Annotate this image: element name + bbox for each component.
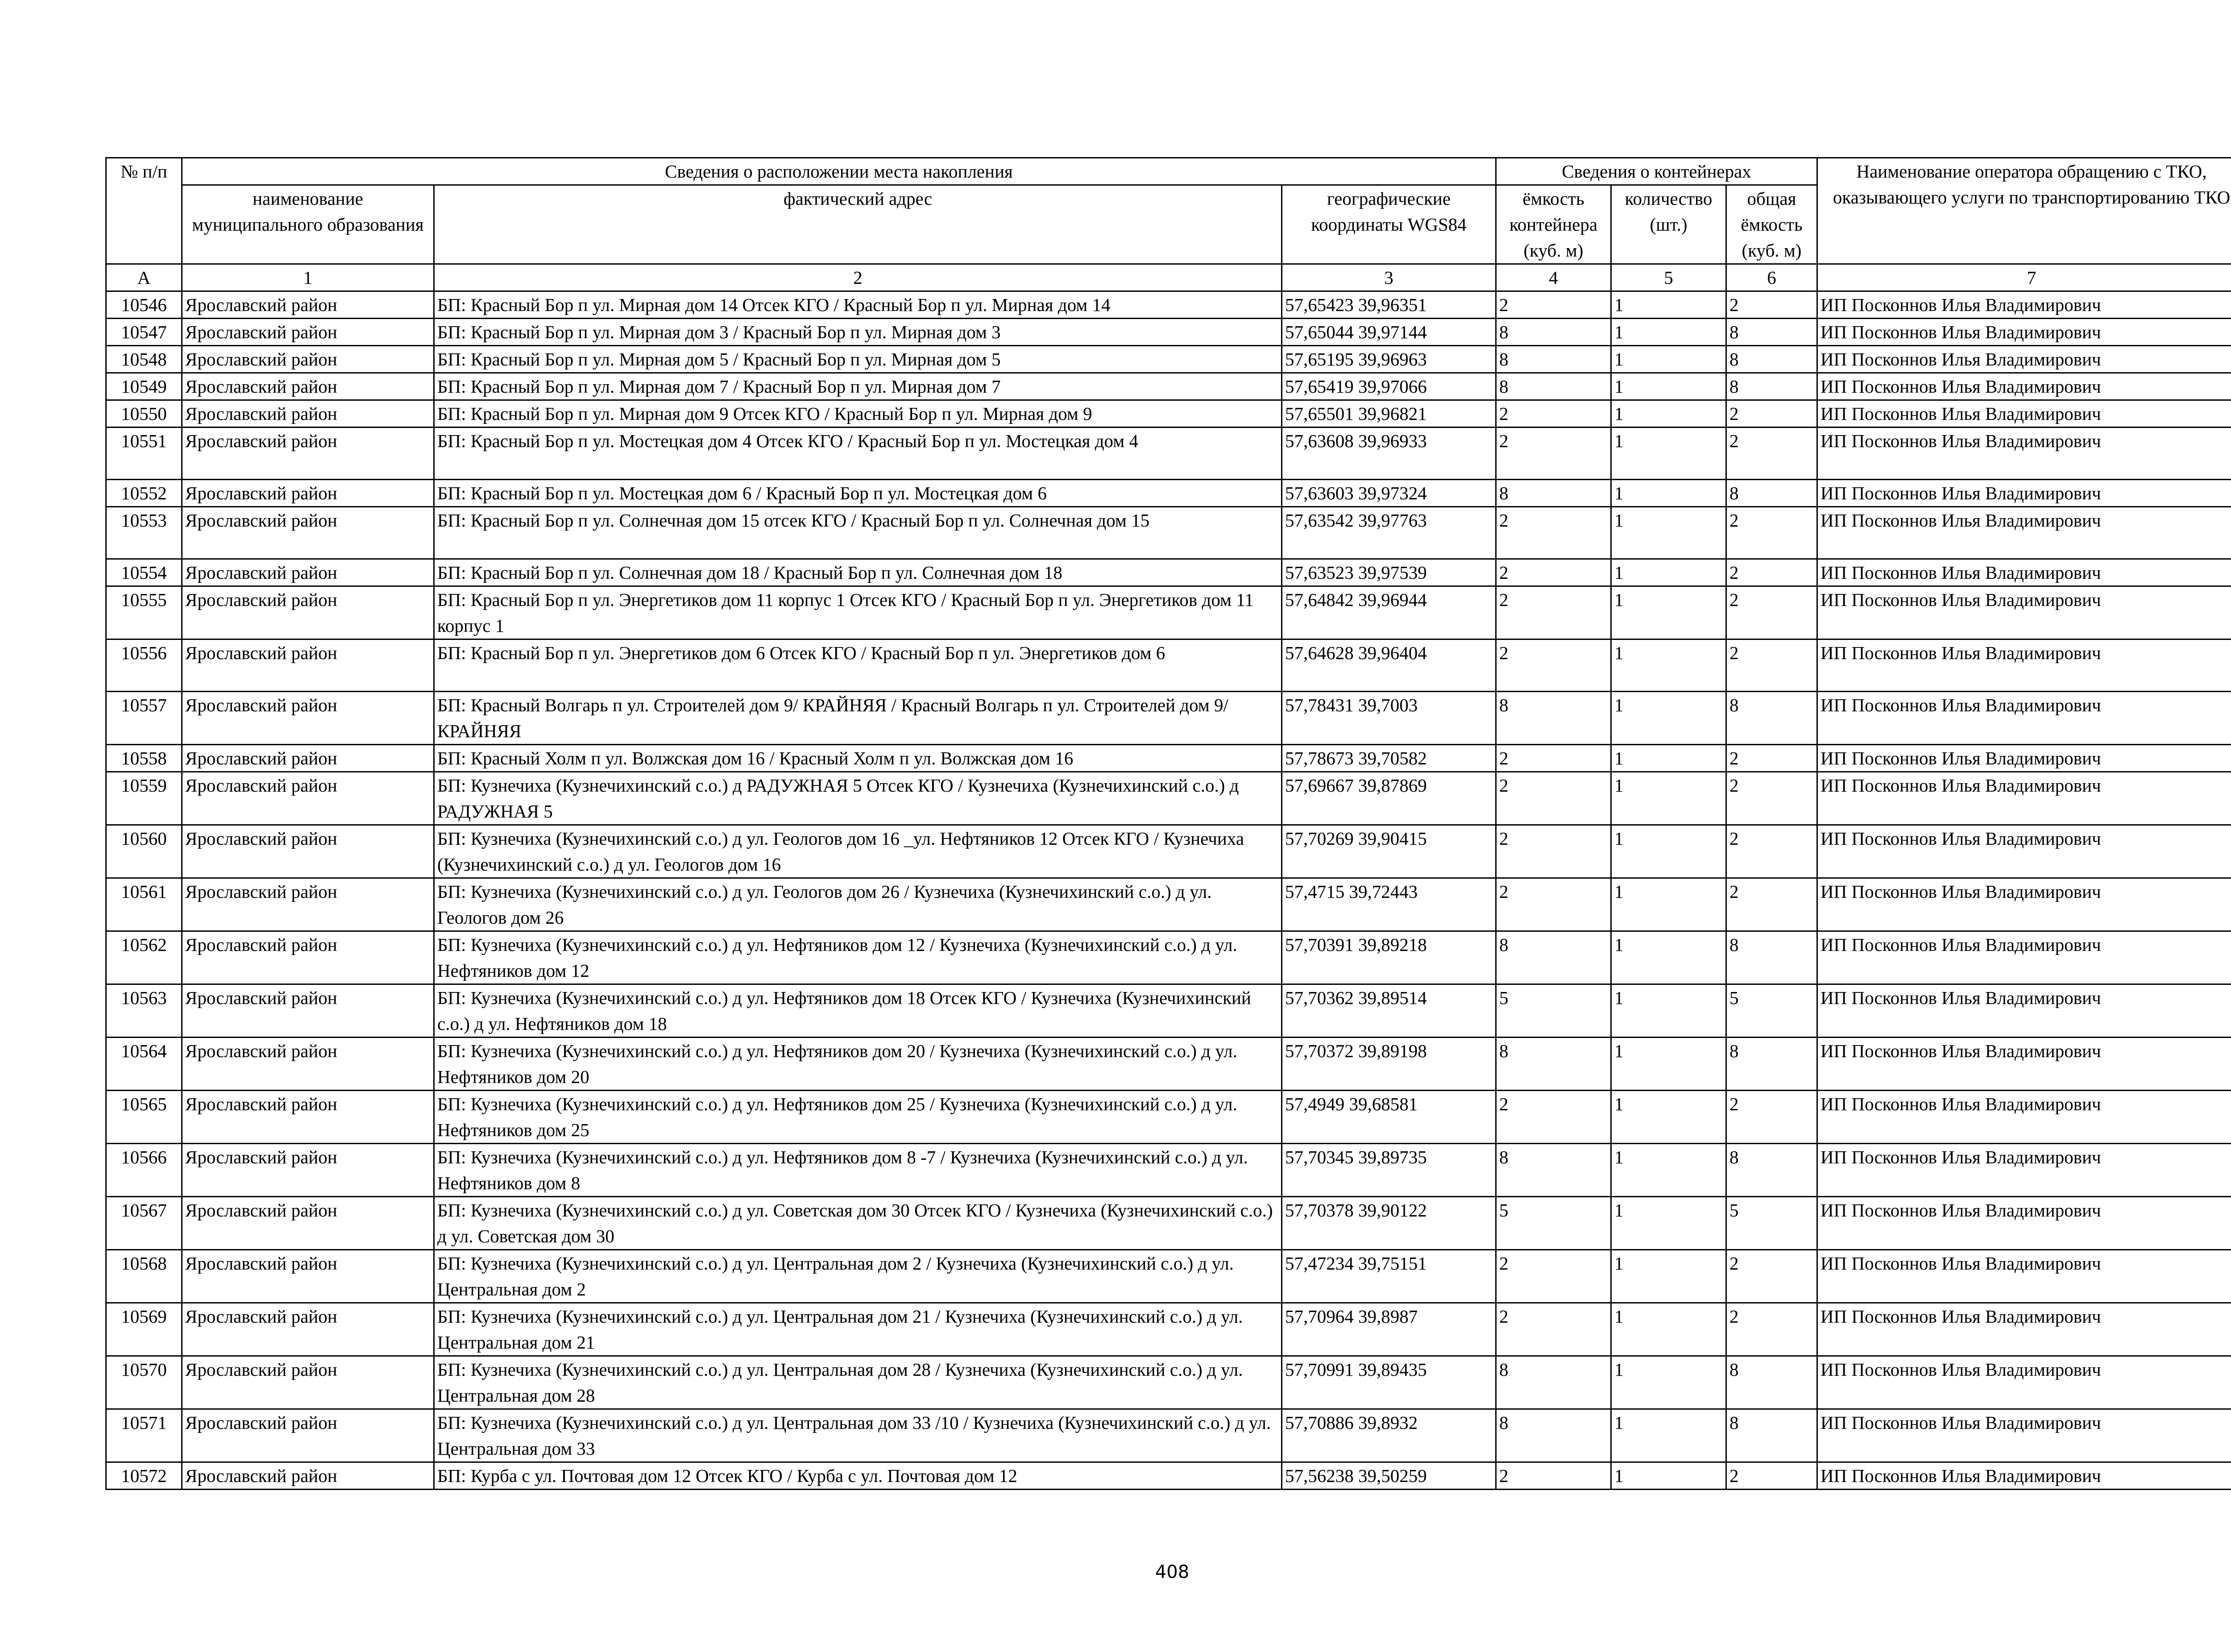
cell-total: 8 xyxy=(1726,319,1817,346)
cell-num: 10570 xyxy=(106,1356,182,1409)
table-row xyxy=(106,1409,2231,1462)
cell-num: 10561 xyxy=(106,878,182,931)
table-row xyxy=(106,825,2231,878)
cell-municipality: Ярославский район xyxy=(182,1356,434,1409)
cell-total: 2 xyxy=(1726,1462,1817,1490)
cell-num: 10546 xyxy=(106,291,182,319)
cell-num: 10560 xyxy=(106,825,182,878)
cell-coords: 57,70964 39,8987 xyxy=(1282,1303,1496,1356)
cell-total: 8 xyxy=(1726,1409,1817,1462)
cell-coords: 57,70886 39,8932 xyxy=(1282,1409,1496,1462)
header-operator: Наименование оператора обращению с ТКО, оказывающего услуги по транспортированию ТКО xyxy=(1817,158,2231,264)
cell-num: 10568 xyxy=(106,1250,182,1303)
page-number: 408 xyxy=(1155,1562,1190,1582)
cell-count: 1 xyxy=(1611,428,1726,480)
cell-num: 10555 xyxy=(106,586,182,639)
cell-operator: ИП Посконнов Илья Владимирович xyxy=(1817,931,2231,984)
cell-count: 1 xyxy=(1611,772,1726,825)
cell-operator: ИП Посконнов Илья Владимирович xyxy=(1817,1038,2231,1091)
table-row xyxy=(106,1356,2231,1409)
index-cell: 3 xyxy=(1282,264,1496,291)
header-containers-group: Сведения о контейнерах xyxy=(1496,158,1817,185)
cell-municipality: Ярославский район xyxy=(182,639,434,692)
cell-operator: ИП Посконнов Илья Владимирович xyxy=(1817,428,2231,480)
table-row xyxy=(106,291,2231,319)
table-row xyxy=(106,559,2231,586)
cell-operator: ИП Посконнов Илья Владимирович xyxy=(1817,346,2231,373)
cell-operator: ИП Посконнов Илья Владимирович xyxy=(1817,400,2231,428)
cell-address: БП: Кузнечиха (Кузнечихинский с.о.) д ул. Центральная дом 2 / Кузнечиха (Кузнечихинский с.о.) д ул. Центральная дом 2 xyxy=(434,1250,1282,1303)
table-row xyxy=(106,692,2231,745)
cell-total: 2 xyxy=(1726,745,1817,772)
cell-count: 1 xyxy=(1611,373,1726,400)
cell-num: 10567 xyxy=(106,1197,182,1250)
table-row xyxy=(106,373,2231,400)
cell-capacity: 2 xyxy=(1496,745,1611,772)
cell-num: 10566 xyxy=(106,1144,182,1197)
cell-num: 10559 xyxy=(106,772,182,825)
cell-municipality: Ярославский район xyxy=(182,1409,434,1462)
cell-operator: ИП Посконнов Илья Владимирович xyxy=(1817,1356,2231,1409)
cell-capacity: 2 xyxy=(1496,586,1611,639)
cell-operator: ИП Посконнов Илья Владимирович xyxy=(1817,878,2231,931)
cell-address: БП: Красный Бор п ул. Мирная дом 14 Отсек КГО / Красный Бор п ул. Мирная дом 14 xyxy=(434,291,1282,319)
index-cell: 5 xyxy=(1611,264,1726,291)
cell-num: 10556 xyxy=(106,639,182,692)
cell-num: 10552 xyxy=(106,480,182,507)
cell-count: 1 xyxy=(1611,559,1726,586)
table-row xyxy=(106,639,2231,692)
cell-capacity: 5 xyxy=(1496,984,1611,1038)
table-row xyxy=(106,586,2231,639)
cell-municipality: Ярославский район xyxy=(182,1144,434,1197)
cell-operator: ИП Посконнов Илья Владимирович xyxy=(1817,559,2231,586)
cell-num: 10564 xyxy=(106,1038,182,1091)
cell-total: 8 xyxy=(1726,480,1817,507)
cell-coords: 57,70345 39,89735 xyxy=(1282,1144,1496,1197)
cell-coords: 57,78431 39,7003 xyxy=(1282,692,1496,745)
index-cell: 2 xyxy=(434,264,1282,291)
cell-address: БП: Красный Бор п ул. Солнечная дом 18 / Красный Бор п ул. Солнечная дом 18 xyxy=(434,559,1282,586)
cell-operator: ИП Посконнов Илья Владимирович xyxy=(1817,772,2231,825)
cell-operator: ИП Посконнов Илья Владимирович xyxy=(1817,291,2231,319)
header-coords: географические координаты WGS84 xyxy=(1282,185,1496,264)
cell-count: 1 xyxy=(1611,1197,1726,1250)
cell-coords: 57,70991 39,89435 xyxy=(1282,1356,1496,1409)
cell-address: БП: Кузнечиха (Кузнечихинский с.о.) д ул. Центральная дом 21 / Кузнечиха (Кузнечихинский с.о.) д ул. Центральная дом 21 xyxy=(434,1303,1282,1356)
cell-operator: ИП Посконнов Илья Владимирович xyxy=(1817,984,2231,1038)
cell-count: 1 xyxy=(1611,1250,1726,1303)
cell-total: 2 xyxy=(1726,878,1817,931)
index-cell: 7 xyxy=(1817,264,2231,291)
cell-count: 1 xyxy=(1611,1091,1726,1144)
table-row xyxy=(106,428,2231,480)
cell-municipality: Ярославский район xyxy=(182,400,434,428)
table-row xyxy=(106,319,2231,346)
cell-address: БП: Красный Бор п ул. Солнечная дом 15 отсек КГО / Красный Бор п ул. Солнечная дом 15 xyxy=(434,507,1282,559)
cell-total: 2 xyxy=(1726,428,1817,480)
cell-coords: 57,65195 39,96963 xyxy=(1282,346,1496,373)
cell-municipality: Ярославский район xyxy=(182,878,434,931)
cell-total: 2 xyxy=(1726,507,1817,559)
cell-municipality: Ярославский район xyxy=(182,931,434,984)
cell-municipality: Ярославский район xyxy=(182,373,434,400)
cell-num: 10558 xyxy=(106,745,182,772)
cell-total: 5 xyxy=(1726,984,1817,1038)
cell-capacity: 8 xyxy=(1496,373,1611,400)
cell-operator: ИП Посконнов Илья Владимирович xyxy=(1817,692,2231,745)
cell-total: 2 xyxy=(1726,559,1817,586)
cell-count: 1 xyxy=(1611,1303,1726,1356)
cell-address: БП: Красный Бор п ул. Мирная дом 5 / Красный Бор п ул. Мирная дом 5 xyxy=(434,346,1282,373)
cell-num: 10571 xyxy=(106,1409,182,1462)
cell-address: БП: Красный Бор п ул. Энергетиков дом 6 Отсек КГО / Красный Бор п ул. Энергетиков дом 6 xyxy=(434,639,1282,692)
cell-count: 1 xyxy=(1611,507,1726,559)
cell-total: 8 xyxy=(1726,1356,1817,1409)
cell-capacity: 8 xyxy=(1496,1144,1611,1197)
cell-count: 1 xyxy=(1611,400,1726,428)
cell-coords: 57,63523 39,97539 xyxy=(1282,559,1496,586)
cell-municipality: Ярославский район xyxy=(182,1303,434,1356)
cell-count: 1 xyxy=(1611,931,1726,984)
cell-coords: 57,4715 39,72443 xyxy=(1282,878,1496,931)
cell-operator: ИП Посконнов Илья Владимирович xyxy=(1817,1197,2231,1250)
cell-municipality: Ярославский район xyxy=(182,692,434,745)
cell-operator: ИП Посконнов Илья Владимирович xyxy=(1817,480,2231,507)
cell-address: БП: Кузнечиха (Кузнечихинский с.о.) д ул. Нефтяников дом 18 Отсек КГО / Кузнечиха (Кузнечихинский с.о.) д ул. Нефтяников дом 18 xyxy=(434,984,1282,1038)
index-cell: 6 xyxy=(1726,264,1817,291)
cell-num: 10569 xyxy=(106,1303,182,1356)
cell-address: БП: Курба с ул. Почтовая дом 12 Отсек КГО / Курба с ул. Почтовая дом 12 xyxy=(434,1462,1282,1490)
table-row xyxy=(106,1462,2231,1490)
cell-capacity: 8 xyxy=(1496,1356,1611,1409)
cell-operator: ИП Посконнов Илья Владимирович xyxy=(1817,639,2231,692)
cell-num: 10553 xyxy=(106,507,182,559)
cell-total: 8 xyxy=(1726,1144,1817,1197)
cell-coords: 57,78673 39,70582 xyxy=(1282,745,1496,772)
cell-operator: ИП Посконнов Илья Владимирович xyxy=(1817,1462,2231,1490)
table-row xyxy=(106,346,2231,373)
cell-count: 1 xyxy=(1611,825,1726,878)
cell-municipality: Ярославский район xyxy=(182,984,434,1038)
cell-capacity: 2 xyxy=(1496,559,1611,586)
table-row xyxy=(106,1197,2231,1250)
cell-address: БП: Кузнечиха (Кузнечихинский с.о.) д ул. Центральная дом 28 / Кузнечиха (Кузнечихинский с.о.) д ул. Центральная дом 28 xyxy=(434,1356,1282,1409)
cell-municipality: Ярославский район xyxy=(182,1197,434,1250)
cell-coords: 57,65501 39,96821 xyxy=(1282,400,1496,428)
cell-coords: 57,65423 39,96351 xyxy=(1282,291,1496,319)
header-index-row xyxy=(106,264,2231,291)
cell-count: 1 xyxy=(1611,878,1726,931)
cell-municipality: Ярославский район xyxy=(182,586,434,639)
cell-operator: ИП Посконнов Илья Владимирович xyxy=(1817,319,2231,346)
table-body xyxy=(106,291,2231,1490)
cell-num: 10554 xyxy=(106,559,182,586)
cell-address: БП: Красный Бор п ул. Мостецкая дом 6 / Красный Бор п ул. Мостецкая дом 6 xyxy=(434,480,1282,507)
table-row xyxy=(106,1303,2231,1356)
cell-capacity: 8 xyxy=(1496,346,1611,373)
cell-municipality: Ярославский район xyxy=(182,772,434,825)
table-row xyxy=(106,1250,2231,1303)
index-cell: 4 xyxy=(1496,264,1611,291)
cell-coords: 57,63542 39,97763 xyxy=(1282,507,1496,559)
cell-total: 8 xyxy=(1726,346,1817,373)
cell-capacity: 2 xyxy=(1496,1303,1611,1356)
cell-coords: 57,70372 39,89198 xyxy=(1282,1038,1496,1091)
cell-total: 8 xyxy=(1726,373,1817,400)
cell-capacity: 8 xyxy=(1496,1038,1611,1091)
cell-total: 2 xyxy=(1726,586,1817,639)
cell-num: 10557 xyxy=(106,692,182,745)
cell-address: БП: Красный Бор п ул. Мирная дом 9 Отсек КГО / Красный Бор п ул. Мирная дом 9 xyxy=(434,400,1282,428)
cell-coords: 57,47234 39,75151 xyxy=(1282,1250,1496,1303)
table-row xyxy=(106,745,2231,772)
cell-total: 2 xyxy=(1726,1250,1817,1303)
cell-coords: 57,70362 39,89514 xyxy=(1282,984,1496,1038)
table-row xyxy=(106,984,2231,1038)
cell-coords: 57,70269 39,90415 xyxy=(1282,825,1496,878)
cell-operator: ИП Посконнов Илья Владимирович xyxy=(1817,1091,2231,1144)
cell-capacity: 2 xyxy=(1496,507,1611,559)
index-cell: 1 xyxy=(182,264,434,291)
cell-total: 2 xyxy=(1726,400,1817,428)
cell-count: 1 xyxy=(1611,745,1726,772)
cell-operator: ИП Посконнов Илья Владимирович xyxy=(1817,586,2231,639)
cell-coords: 57,64842 39,96944 xyxy=(1282,586,1496,639)
cell-operator: ИП Посконнов Илья Владимирович xyxy=(1817,1409,2231,1462)
cell-municipality: Ярославский район xyxy=(182,559,434,586)
cell-coords: 57,63608 39,96933 xyxy=(1282,428,1496,480)
cell-count: 1 xyxy=(1611,984,1726,1038)
cell-capacity: 2 xyxy=(1496,1462,1611,1490)
cell-coords: 57,63603 39,97324 xyxy=(1282,480,1496,507)
cell-total: 2 xyxy=(1726,639,1817,692)
cell-num: 10563 xyxy=(106,984,182,1038)
header-capacity: ёмкость контейнера (куб. м) xyxy=(1496,185,1611,264)
cell-total: 2 xyxy=(1726,825,1817,878)
cell-coords: 57,64628 39,96404 xyxy=(1282,639,1496,692)
table-row xyxy=(106,1144,2231,1197)
cell-coords: 57,56238 39,50259 xyxy=(1282,1462,1496,1490)
cell-address: БП: Красный Бор п ул. Мирная дом 3 / Красный Бор п ул. Мирная дом 3 xyxy=(434,319,1282,346)
cell-count: 1 xyxy=(1611,1038,1726,1091)
header-location-group: Сведения о расположении места накопления xyxy=(182,158,1496,185)
cell-count: 1 xyxy=(1611,480,1726,507)
cell-municipality: Ярославский район xyxy=(182,1462,434,1490)
cell-count: 1 xyxy=(1611,586,1726,639)
cell-coords: 57,70391 39,89218 xyxy=(1282,931,1496,984)
header-address: фактический адрес xyxy=(434,185,1282,264)
cell-operator: ИП Посконнов Илья Владимирович xyxy=(1817,1250,2231,1303)
cell-capacity: 2 xyxy=(1496,772,1611,825)
cell-count: 1 xyxy=(1611,1462,1726,1490)
table-row xyxy=(106,878,2231,931)
cell-municipality: Ярославский район xyxy=(182,291,434,319)
table-row xyxy=(106,772,2231,825)
cell-municipality: Ярославский район xyxy=(182,1091,434,1144)
index-cell: А xyxy=(106,264,182,291)
registry-table xyxy=(105,157,2231,1490)
cell-municipality: Ярославский район xyxy=(182,507,434,559)
cell-municipality: Ярославский район xyxy=(182,428,434,480)
cell-num: 10572 xyxy=(106,1462,182,1490)
cell-capacity: 5 xyxy=(1496,1197,1611,1250)
header-municipality: наименование муниципального образования xyxy=(182,185,434,264)
header-row-groups xyxy=(106,158,2231,185)
cell-capacity: 2 xyxy=(1496,291,1611,319)
cell-total: 2 xyxy=(1726,1303,1817,1356)
cell-total: 5 xyxy=(1726,1197,1817,1250)
cell-count: 1 xyxy=(1611,1356,1726,1409)
cell-municipality: Ярославский район xyxy=(182,1250,434,1303)
cell-operator: ИП Посконнов Илья Владимирович xyxy=(1817,507,2231,559)
cell-operator: ИП Посконнов Илья Владимирович xyxy=(1817,745,2231,772)
cell-capacity: 8 xyxy=(1496,319,1611,346)
cell-count: 1 xyxy=(1611,639,1726,692)
cell-municipality: Ярославский район xyxy=(182,745,434,772)
cell-total: 2 xyxy=(1726,1091,1817,1144)
cell-capacity: 2 xyxy=(1496,825,1611,878)
cell-total: 2 xyxy=(1726,772,1817,825)
cell-count: 1 xyxy=(1611,319,1726,346)
cell-coords: 57,65044 39,97144 xyxy=(1282,319,1496,346)
cell-num: 10549 xyxy=(106,373,182,400)
cell-coords: 57,70378 39,90122 xyxy=(1282,1197,1496,1250)
cell-count: 1 xyxy=(1611,1144,1726,1197)
cell-num: 10565 xyxy=(106,1091,182,1144)
cell-count: 1 xyxy=(1611,346,1726,373)
cell-capacity: 8 xyxy=(1496,480,1611,507)
cell-capacity: 2 xyxy=(1496,428,1611,480)
cell-address: БП: Кузнечиха (Кузнечихинский с.о.) д ул. Нефтяников дом 25 / Кузнечиха (Кузнечихинский с.о.) д ул. Нефтяников дом 25 xyxy=(434,1091,1282,1144)
cell-address: БП: Красный Бор п ул. Энергетиков дом 11 корпус 1 Отсек КГО / Красный Бор п ул. Энергетиков дом 11 корпус 1 xyxy=(434,586,1282,639)
cell-capacity: 2 xyxy=(1496,639,1611,692)
cell-capacity: 8 xyxy=(1496,931,1611,984)
cell-operator: ИП Посконнов Илья Владимирович xyxy=(1817,373,2231,400)
cell-capacity: 8 xyxy=(1496,692,1611,745)
cell-num: 10562 xyxy=(106,931,182,984)
cell-address: БП: Кузнечиха (Кузнечихинский с.о.) д ул. Геологов дом 26 / Кузнечиха (Кузнечихинский с.о.) д ул. Геологов дом 26 xyxy=(434,878,1282,931)
cell-total: 8 xyxy=(1726,692,1817,745)
cell-coords: 57,4949 39,68581 xyxy=(1282,1091,1496,1144)
cell-operator: ИП Посконнов Илья Владимирович xyxy=(1817,1144,2231,1197)
cell-count: 1 xyxy=(1611,1409,1726,1462)
cell-operator: ИП Посконнов Илья Владимирович xyxy=(1817,825,2231,878)
cell-capacity: 2 xyxy=(1496,1091,1611,1144)
cell-coords: 57,65419 39,97066 xyxy=(1282,373,1496,400)
header-count: количество (шт.) xyxy=(1611,185,1726,264)
cell-municipality: Ярославский район xyxy=(182,319,434,346)
cell-total: 8 xyxy=(1726,931,1817,984)
cell-address: БП: Красный Бор п ул. Мостецкая дом 4 Отсек КГО / Красный Бор п ул. Мостецкая дом 4 xyxy=(434,428,1282,480)
cell-address: БП: Кузнечиха (Кузнечихинский с.о.) д ул. Нефтяников дом 12 / Кузнечиха (Кузнечихинский с.о.) д ул. Нефтяников дом 12 xyxy=(434,931,1282,984)
cell-municipality: Ярославский район xyxy=(182,825,434,878)
cell-address: БП: Красный Волгарь п ул. Строителей дом 9/ КРАЙНЯЯ / Красный Волгарь п ул. Строителей дом 9/ КРАЙНЯЯ xyxy=(434,692,1282,745)
cell-num: 10551 xyxy=(106,428,182,480)
cell-capacity: 8 xyxy=(1496,1409,1611,1462)
cell-coords: 57,69667 39,87869 xyxy=(1282,772,1496,825)
cell-capacity: 2 xyxy=(1496,400,1611,428)
cell-municipality: Ярославский район xyxy=(182,1038,434,1091)
cell-address: БП: Кузнечиха (Кузнечихинский с.о.) д ул. Геологов дом 16 _ул. Нефтяников 12 Отсек КГО / Кузнечиха (Кузнечихинский с.о.) д ул. Геологов дом 16 xyxy=(434,825,1282,878)
table-row xyxy=(106,480,2231,507)
cell-address: БП: Кузнечиха (Кузнечихинский с.о.) д ул. Нефтяников дом 20 / Кузнечиха (Кузнечихинский с.о.) д ул. Нефтяников дом 20 xyxy=(434,1038,1282,1091)
cell-municipality: Ярославский район xyxy=(182,480,434,507)
cell-count: 1 xyxy=(1611,692,1726,745)
cell-address: БП: Кузнечиха (Кузнечихинский с.о.) д РАДУЖНАЯ 5 Отсек КГО / Кузнечиха (Кузнечихинский с.о.) д РАДУЖНАЯ 5 xyxy=(434,772,1282,825)
table-row xyxy=(106,507,2231,559)
cell-num: 10548 xyxy=(106,346,182,373)
cell-address: БП: Кузнечиха (Кузнечихинский с.о.) д ул. Нефтяников дом 8 -7 / Кузнечиха (Кузнечихинский с.о.) д ул. Нефтяников дом 8 xyxy=(434,1144,1282,1197)
cell-capacity: 2 xyxy=(1496,878,1611,931)
header-num: № п/п xyxy=(106,158,182,264)
cell-num: 10550 xyxy=(106,400,182,428)
table-row xyxy=(106,1091,2231,1144)
header-total: общая ёмкость (куб. м) xyxy=(1726,185,1817,264)
cell-municipality: Ярославский район xyxy=(182,346,434,373)
cell-num: 10547 xyxy=(106,319,182,346)
table-row xyxy=(106,931,2231,984)
cell-operator: ИП Посконнов Илья Владимирович xyxy=(1817,1303,2231,1356)
cell-total: 8 xyxy=(1726,1038,1817,1091)
cell-capacity: 2 xyxy=(1496,1250,1611,1303)
table-row xyxy=(106,1038,2231,1091)
cell-address: БП: Красный Бор п ул. Мирная дом 7 / Красный Бор п ул. Мирная дом 7 xyxy=(434,373,1282,400)
cell-count: 1 xyxy=(1611,291,1726,319)
table-row xyxy=(106,400,2231,428)
cell-address: БП: Кузнечиха (Кузнечихинский с.о.) д ул. Советская дом 30 Отсек КГО / Кузнечиха (Кузнечихинский с.о.) д ул. Советская дом 30 xyxy=(434,1197,1282,1250)
cell-total: 2 xyxy=(1726,291,1817,319)
cell-address: БП: Красный Холм п ул. Волжская дом 16 / Красный Холм п ул. Волжская дом 16 xyxy=(434,745,1282,772)
cell-address: БП: Кузнечиха (Кузнечихинский с.о.) д ул. Центральная дом 33 /10 / Кузнечиха (Кузнечихинский с.о.) д ул. Центральная дом 33 xyxy=(434,1409,1282,1462)
